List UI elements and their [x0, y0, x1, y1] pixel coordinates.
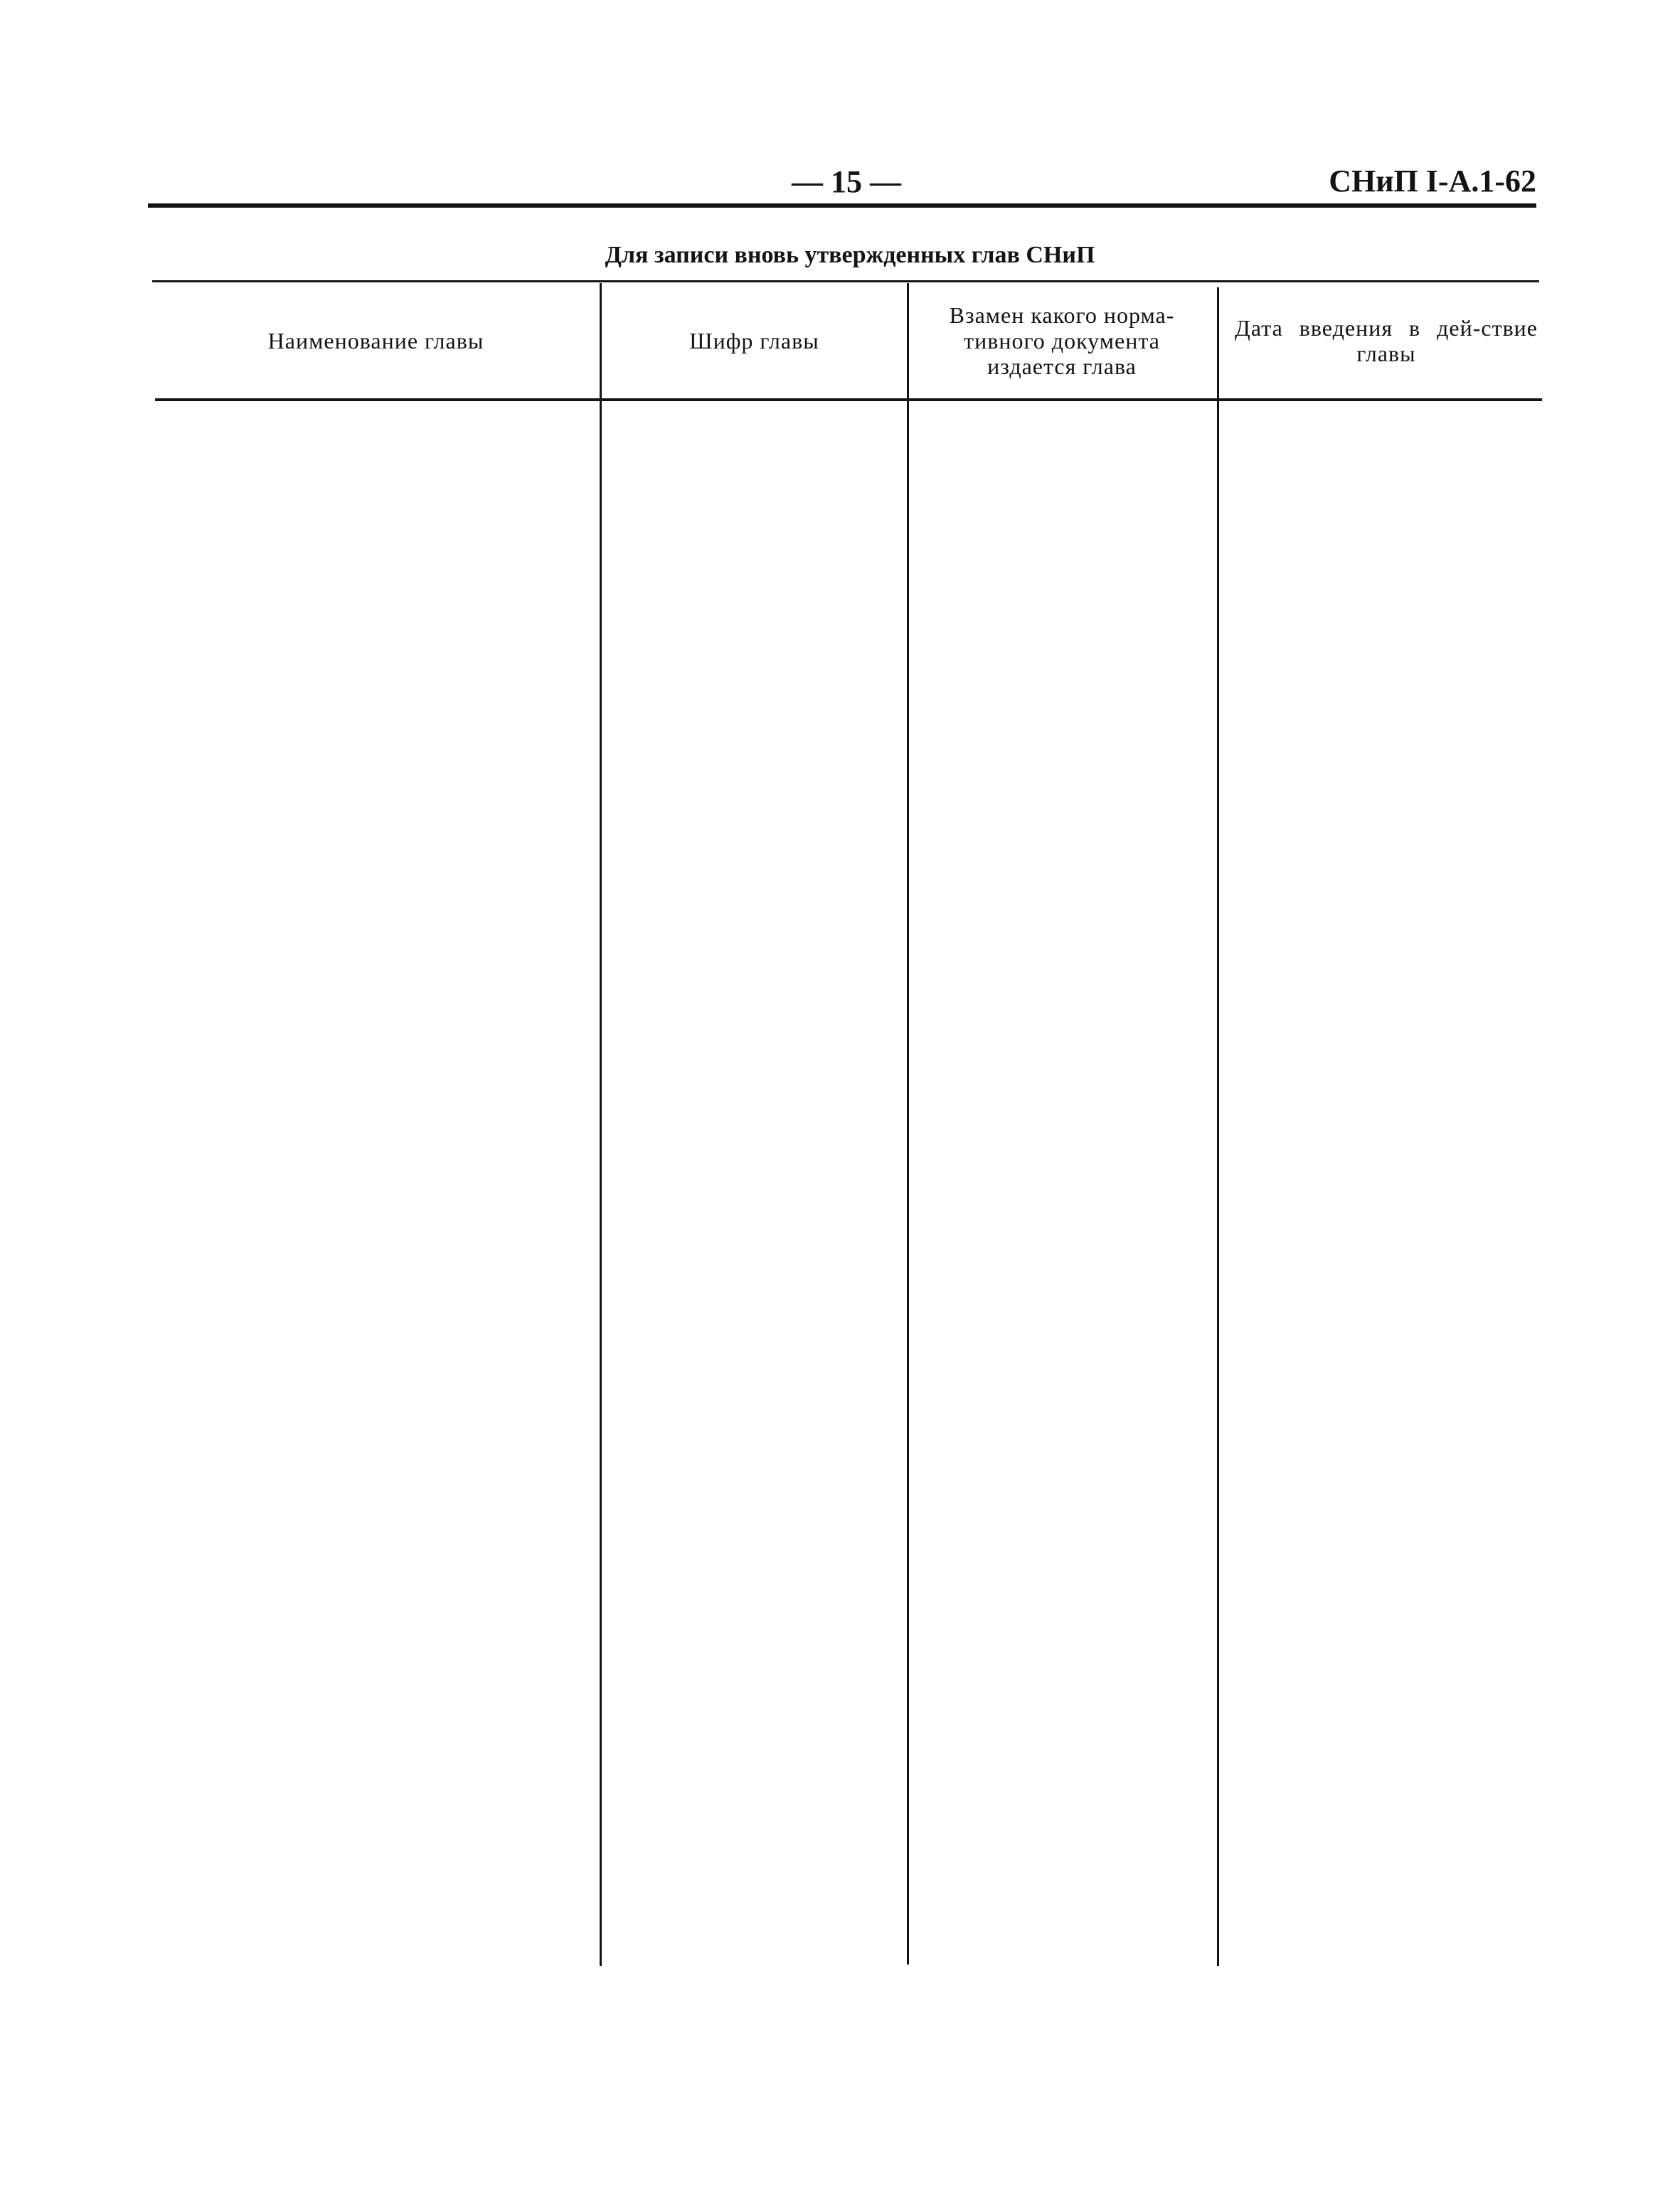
column-header-effective-date — [1235, 283, 1538, 398]
column-header-label: Шифр главы — [689, 328, 819, 353]
column-divider-3 — [1217, 287, 1219, 1966]
column-header-chapter-name — [152, 283, 600, 398]
column-header-label: Наименование главы — [267, 328, 484, 353]
column-header-replaced-document — [923, 283, 1201, 398]
column-header-label: Дата введения в дей-ствие главы — [1235, 315, 1538, 366]
table-caption: Для записи вновь утвержденных глав СНиП — [605, 242, 1095, 268]
column-divider-2 — [907, 283, 909, 1965]
column-header-chapter-code — [602, 283, 907, 398]
document-code: СНиП I-A.1-62 — [1329, 164, 1536, 198]
header-rule — [148, 203, 1536, 208]
page-number: — 15 — — [792, 164, 901, 199]
column-divider-1 — [600, 283, 602, 1966]
column-header-label: Взамен какого норма-тивного документа издается глава — [949, 302, 1175, 379]
table-header-rule — [155, 398, 1542, 401]
table-top-rule — [152, 280, 1539, 282]
